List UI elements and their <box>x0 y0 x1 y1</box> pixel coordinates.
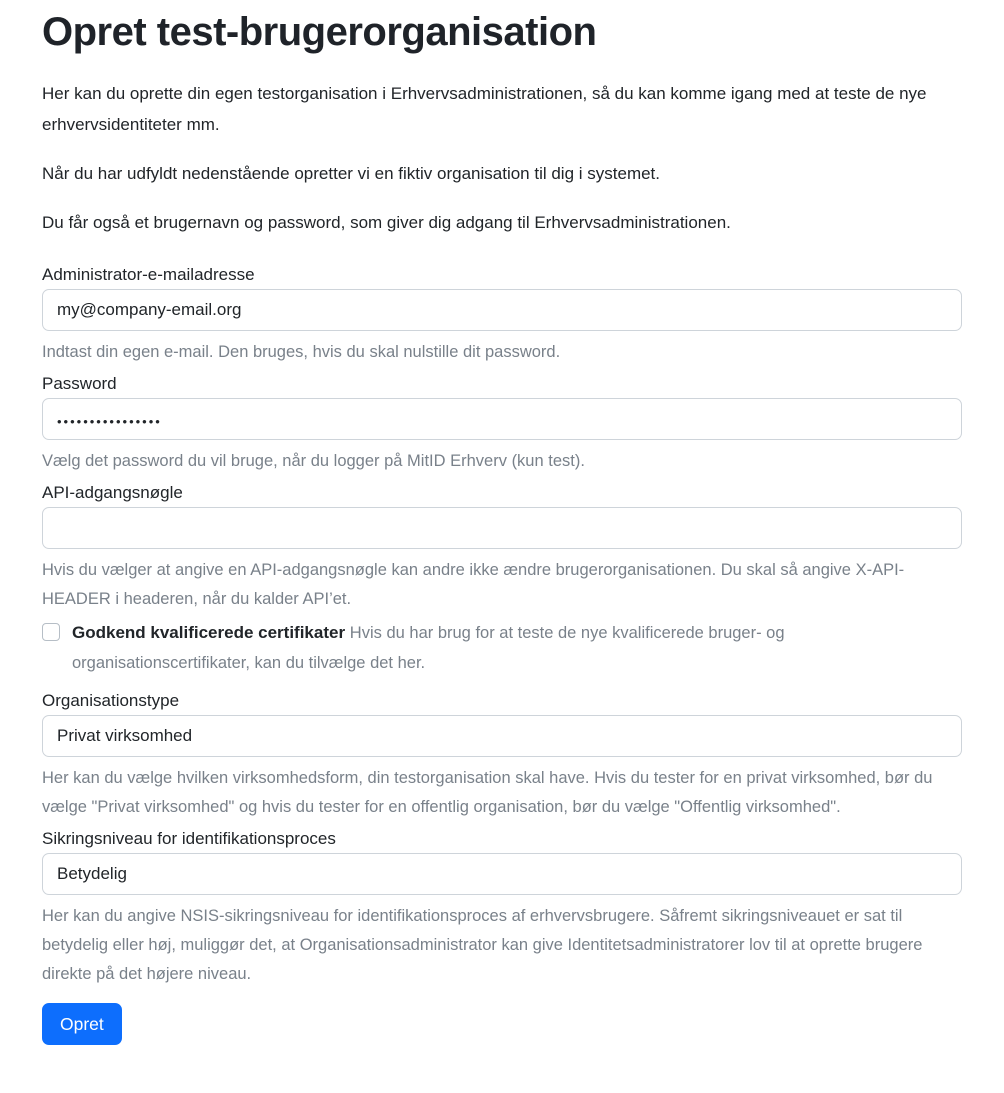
intro-paragraph-2: Når du har udfyldt nedenstående opretter vi en fiktiv organisation til dig i systemet. <box>42 164 661 183</box>
intro-paragraph-3: Du får også et brugernavn og password, som giver dig adgang til Erhvervsadministrationen. <box>42 213 731 232</box>
password-label: Password <box>42 374 117 393</box>
api-key-group <box>42 480 962 614</box>
qualified-certificates-checkbox[interactable] <box>42 623 60 641</box>
email-field[interactable] <box>42 289 962 331</box>
assurance-level-select[interactable]: Betydelig <box>42 853 962 895</box>
page-title: Opret test-brugerorganisation <box>42 10 597 54</box>
create-organisation-form <box>42 262 962 1045</box>
qualified-certificates-help: Hvis du har brug for at teste de nye kvalificerede bruger- og organisationscertifikater, kan du tilvælge det her. <box>72 624 785 672</box>
organisation-type-help: Her kan du vælge hvilken virksomhedsform, din testorganisation skal have. Hvis du tester for en privat virksomhed, bør du vælge "Privat virksomhed" og hvis du tester for en offentlig organisation, bør du vælge "Offentlig virksomhed". <box>42 769 933 816</box>
api-key-label: API-adgangsnøgle <box>42 483 183 502</box>
assurance-level-group <box>42 826 962 989</box>
qualified-certificates-row <box>42 618 962 678</box>
api-key-help: Hvis du vælger at angive en API-adgangsnøgle kan andre ikke ændre brugerorganisationen. Du skal så angive X-API-HEADER i headeren, når du kalder API’et. <box>42 561 905 608</box>
email-group <box>42 262 962 367</box>
organisation-type-group <box>42 688 962 822</box>
email-help: Indtast din egen e-mail. Den bruges, hvis du skal nulstille dit password. <box>42 343 561 361</box>
password-group <box>42 371 962 476</box>
password-help: Vælg det password du vil bruge, når du logger på MitID Erhverv (kun test). <box>42 452 585 470</box>
organisation-type-select[interactable]: Privat virksomhed <box>42 715 962 757</box>
intro-paragraph-1: Her kan du oprette din egen testorganisation i Erhvervsadministrationen, så du kan komme igang med at teste de nye erhvervsidentiteter mm. <box>42 84 927 134</box>
email-label: Administrator-e-mailadresse <box>42 265 255 284</box>
api-key-field[interactable] <box>42 507 962 549</box>
organisation-type-label: Organisationstype <box>42 691 180 710</box>
create-button[interactable]: Opret <box>42 1003 122 1045</box>
assurance-level-label: Sikringsniveau for identifikationsproces <box>42 829 336 848</box>
qualified-certificates-label[interactable]: Godkend kvalificerede certifikater <box>72 623 346 642</box>
password-field[interactable] <box>42 398 962 440</box>
assurance-level-help: Her kan du angive NSIS-sikringsniveau for identifikationsproces af erhvervsbrugere. Såfremt sikringsniveauet er sat til betydelig eller høj, muliggør det, at Organisationsadministrator kan give Identitetsadministratorer lov til at oprette brugere direkte på det højere niveau. <box>42 907 923 983</box>
